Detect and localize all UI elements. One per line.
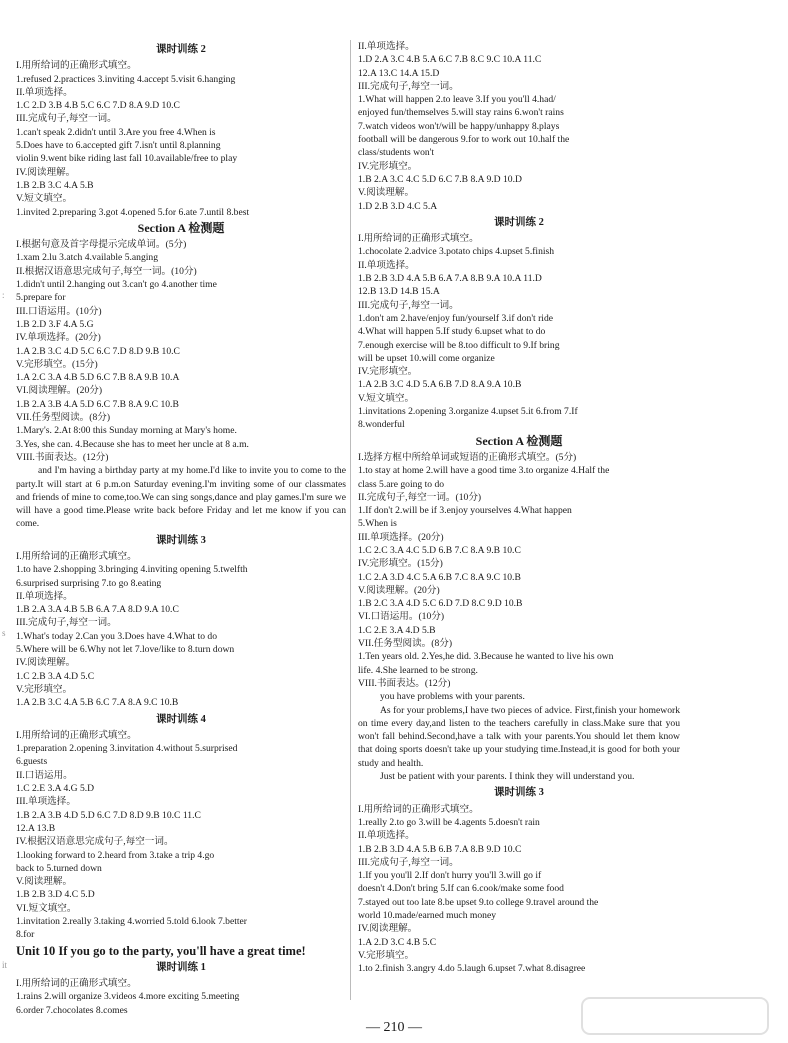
answer-line: 12.A 13.C 14.A 15.D [358,67,440,79]
answer-line: back to 5.turned down [16,862,102,874]
answer-line: 1.C 2.B 3.A 4.D 5.C [16,670,95,682]
answer-line: IV.完形填空。 [358,160,418,172]
answer-line: violin 9.went bike riding last fall 10.available/free to play [16,153,238,165]
section-heading: 课时训练 1 [156,961,206,973]
answer-line: V.短文填空。 [16,193,73,205]
section-heading: 课时训练 4 [156,713,206,725]
answer-line: II.完成句子,每空一词。(10分) [358,491,482,503]
answer-line: I.用所给词的正确形式填空。 [16,60,137,72]
answer-line: III.单项选择。(20分) [358,531,444,543]
answer-line: 1.If don't 2.will be if 3.enjoy yourselves 4.What happen [358,505,572,517]
answer-line: III.单项选择。 [16,796,76,808]
answer-line: VII.任务型阅读。(8分) [16,412,111,424]
watermark-logo [580,996,770,1036]
answer-line: III.完成句子,每空一词。 [16,617,117,629]
answer-line: VI.口语运用。(10分) [358,611,445,623]
right-column [358,40,680,975]
section-heading: 课时训练 2 [494,216,544,228]
answer-line: 1.B 2.B 3.C 4.A 5.B [16,179,94,191]
section-title: Section A 检测题 [475,433,563,448]
answer-line: V.完形填空。 [16,683,73,695]
margin-mark: it [2,960,8,970]
answer-line: 8.for [16,929,35,941]
answer-line: II.单项选择。 [16,86,73,98]
answer-line: III.完成句子,每空一词。 [358,80,459,92]
answer-line: 1.What will happen 2.to leave 3.If you you'll 4.had/ [358,94,556,106]
answer-line: 1.C 2.E 3.A 4.G 5.D [16,783,95,795]
answer-line: 5.Does have to 6.accepted gift 7.isn't until 8.planning [16,140,221,152]
answer-line: V.阅读理解。 [16,876,73,888]
answer-line: IV.根据汉语意思完成句子,每空一词。 [16,836,174,848]
answer-line: 1.C 2.D 3.B 4.B 5.C 6.C 7.D 8.A 9.D 10.C [16,100,180,112]
section-heading: 课时训练 3 [156,534,206,546]
answer-line: 12.B 13.D 14.B 15.A [358,286,440,298]
answer-line: I.用所给词的正确形式填空。 [358,233,479,245]
answer-line: 1.invited 2.preparing 3.got 4.opened 5.for 6.ate 7.until 8.best [16,206,250,218]
answer-line: 7.watch videos won't/will be happy/unhappy 8.plays [358,120,560,132]
answer-line: VIII.书面表达。(12分) [16,451,109,463]
answer-line: VI.阅读理解。(20分) [16,385,103,397]
answer-line: I.用所给词的正确形式填空。 [16,729,137,741]
answer-line: 5.Where will be 6.Why not let 7.love/like to 8.turn down [16,644,235,656]
answer-line: IV.单项选择。(20分) [16,332,101,344]
answer-line: 1.If you you'll 2.If don't hurry you'll 3.will go if [358,870,542,882]
answer-line: 1.What's today 2.Can you 3.Does have 4.What to do [16,630,218,642]
answer-line: VII.任务型阅读。(8分) [358,638,453,650]
answer-line: VIII.书面表达。(12分) [358,677,451,689]
answer-line: 1.can't speak 2.didn't until 3.Are you free 4.When is [16,126,216,138]
answer-line: 1.don't am 2.have/enjoy fun/yourself 3.if don't ride [358,312,554,324]
answer-line: II.根据汉语意思完成句子,每空一词。(10分) [16,265,197,277]
answer-line: II.单项选择。 [16,590,73,602]
answer-line: 1.C 2.E 3.A 4.D 5.B [358,624,436,636]
answer-line: class 5.are going to do [358,478,445,490]
answer-line: 1.B 2.A 3.B 4.D 5.D 6.C 7.D 8.D 9.B 10.C 11.C [16,809,201,821]
answer-line: 1.B 2.C 3.A 4.D 5.C 6.D 7.D 8.C 9.D 10.B [358,598,523,610]
page-number: — 210 — [366,1020,422,1035]
answer-line: 1.A 2.D 3.C 4.B 5.C [358,936,437,948]
answer-line: 1.to have 2.shopping 3.bringing 4.inviting opening 5.twelfth [16,564,248,576]
answer-line: 1.D 2.B 3.D 4.C 5.A [358,200,438,212]
answer-line: II.单项选择。 [358,41,415,52]
answer-line: 1.Ten years old. 2.Yes,he did. 3.Because he wanted to live his own [358,651,614,663]
answer-line: V.完形填空。 [358,949,415,961]
answer-line: 1.preparation 2.opening 3.invitation 4.without 5.surprised [16,743,238,755]
answer-line: 1.rains 2.will organize 3.videos 4.more exciting 5.meeting [16,991,240,1003]
answer-line: enjoyed fun/themselves 5.will stay rains 6.won't rains [358,107,564,119]
answer-line: world 10.made/earned much money [358,910,496,921]
answer-line: 5.When is [358,518,397,530]
answer-line: 1.B 2.A 3.A 4.B 5.B 6.A 7.A 8.D 9.A 10.C [16,604,179,616]
answer-line: I.选择方框中所给单词或短语的正确形式填空。(5分) [358,451,577,463]
answer-line: football will be dangerous 9.for to work out 10.half the [358,134,570,146]
answer-line: 1.to stay at home 2.will have a good time 3.to organize 4.Half the [358,465,610,477]
answer-line: 1.C 2.A 3.D 4.C 5.A 6.B 7.C 8.A 9.C 10.B [358,571,521,583]
answer-line: I.用所给词的正确形式填空。 [358,803,479,815]
essay-paragraph: you have problems with your parents. [380,691,525,703]
answer-line: I.根据句意及首字母提示完成单词。(5分) [16,239,187,251]
section-heading: 课时训练 2 [156,44,206,55]
answer-line: 1.to 2.finish 3.angry 4.do 5.laugh 6.upset 7.what 8.disagree [358,963,586,975]
answer-line: 1.A 2.C 3.A 4.B 5.D 6.C 7.B 8.A 9.B 10.A [16,372,180,384]
answer-line: 1.looking forward to 2.heard from 3.take a trip 4.go [16,849,215,861]
essay-paragraph: As for your problems,I have two pieces of advice. First,finish your homework on time every day,and listen to the teachers carefully in class.Make sure that you won't fall behind.Second,have a talk with your parents.You should let them know that doing sports doesn't take up your studying time.Instead,it is good for both your study and health. [358,704,680,769]
answer-line: doesn't 4.Don't bring 5.If can 6.cook/make some food [358,883,564,895]
section-heading: 课时训练 3 [494,787,544,799]
margin-mark: : [2,290,5,300]
answer-line: III.完成句子,每空一词。 [16,113,117,125]
answer-line: IV.完形填空。 [358,366,418,378]
answer-line: 1.A 2.B 3.C 4.D 5.C 6.C 7.D 8.D 9.B 10.C [16,345,180,357]
answer-line: V.完形填空。(15分) [16,358,98,370]
answer-line: 1.A 2.B 3.C 4.A 5.B 6.C 7.A 8.A 9.C 10.B [16,697,179,709]
answer-line: III.完成句子,每空一词。 [358,299,459,311]
unit-title: Unit 10 If you go to the party, you'll have a great time! [16,943,306,958]
answer-line: 5.prepare for [16,292,66,304]
answer-line: I.用所给词的正确形式填空。 [16,978,137,990]
answer-line: 6.order 7.chocolates 8.comes [16,1004,128,1016]
answer-line: 1.xam 2.lu 3.atch 4.vailable 5.anging [16,252,159,264]
answer-line: 1.D 2.A 3.C 4.B 5.A 6.C 7.B 8.C 9.C 10.A 11.C [358,54,542,66]
answer-line: will be upset 10.will come organize [358,352,495,364]
essay-paragraph: and I'm having a birthday party at my home.I'd like to invite you to come to the party.It will start at 6 p.m.on Saturday evening.I'm inviting some of our classmates and friends of mine to come,too.We can sing songs,dance and play games.I'm sure we will have a good time.Please write back before Friday and let me know if you can come. [16,465,346,530]
answer-line: III.口语运用。(10分) [16,305,102,317]
answer-line: V.短文填空。 [358,392,415,404]
answer-line: 1.B 2.D 3.F 4.A 5.G [16,318,94,330]
answer-line: 8.wonderful [358,419,405,431]
answer-line: 7.enough exercise will be 8.too difficult to 9.If bring [358,339,560,351]
answer-line: IV.阅读理解。 [16,657,76,669]
answer-line: 1.B 2.B 3.D 4.C 5.D [16,889,95,901]
answer-line: 1.C 2.C 3.A 4.C 5.D 6.B 7.C 8.A 9.B 10.C [358,544,521,556]
answer-line: 1.chocolate 2.advice 3.potato chips 4.upset 5.finish [358,246,555,258]
answer-line: VI.短文填空。 [16,902,77,914]
answer-line: V.阅读理解。(20分) [358,584,440,596]
answer-line: 7.stayed out too late 8.be upset 9.to college 9.travel around the [358,896,599,908]
answer-line: 1.refused 2.practices 3.inviting 4.accept 5.visit 6.hanging [16,73,236,85]
answer-line: 1.A 2.B 3.C 4.D 5.A 6.B 7.D 8.A 9.A 10.B [358,379,522,391]
answer-line: I.用所给词的正确形式填空。 [16,550,137,562]
answer-line: 1.B 2.A 3.B 4.A 5.D 6.C 7.B 8.A 9.C 10.B [16,398,179,410]
answer-line: 1.B 2.B 3.D 4.A 5.B 6.A 7.A 8.B 9.A 10.A 11.D [358,273,542,285]
answer-line: 1.Mary's. 2.At 8:00 this Sunday morning at Mary's home. [16,425,237,437]
answer-line: 12.A 13.B [16,822,56,834]
answer-line: life. 4.She learned to be strong. [358,664,478,676]
answer-line: 6.guests [16,756,48,768]
answer-line: II.单项选择。 [358,830,415,842]
answer-line: IV.阅读理解。 [16,166,76,178]
answer-line: V.阅读理解。 [358,187,415,199]
answer-line: 1.invitation 2.really 3.taking 4.worried 5.told 6.look 7.better [16,916,248,927]
column-divider [350,40,351,1000]
answer-line: II.单项选择。 [358,259,415,271]
answer-line: II.口语运用。 [16,769,73,781]
section-title: Section A 检测题 [137,220,225,235]
answer-line: class/students won't [358,147,435,159]
answer-line: 4.What will happen 5.If study 6.upset what to do [358,326,546,338]
answer-line: 1.really 2.to go 3.will be 4.agents 5.doesn't rain [358,816,540,828]
left-column [16,40,346,1017]
answer-line: 1.B 2.B 3.D 4.A 5.B 6.B 7.A 8.B 9.D 10.C [358,843,522,855]
answer-line: 1.didn't until 2.hanging out 3.can't go 4.another time [16,279,217,291]
answer-line: IV.完形填空。(15分) [358,558,443,570]
answer-line: 6.surprised surprising 7.to go 8.eating [16,577,162,589]
essay-paragraph: Just be patient with your parents. I think they will understand you. [380,771,635,783]
answer-line: 3.Yes, she can. 4.Because she has to meet her uncle at 8 a.m. [16,438,249,450]
margin-mark: s [2,628,6,638]
answer-line: 1.invitations 2.opening 3.organize 4.upset 5.it 6.from 7.If [358,406,578,418]
watermark-icon [580,996,770,1036]
answer-line: 1.B 2.A 3.C 4.C 5.D 6.C 7.B 8.A 9.D 10.D [358,173,522,185]
answer-line: III.完成句子,每空一词。 [358,856,459,868]
answer-line: IV.阅读理解。 [358,923,418,935]
